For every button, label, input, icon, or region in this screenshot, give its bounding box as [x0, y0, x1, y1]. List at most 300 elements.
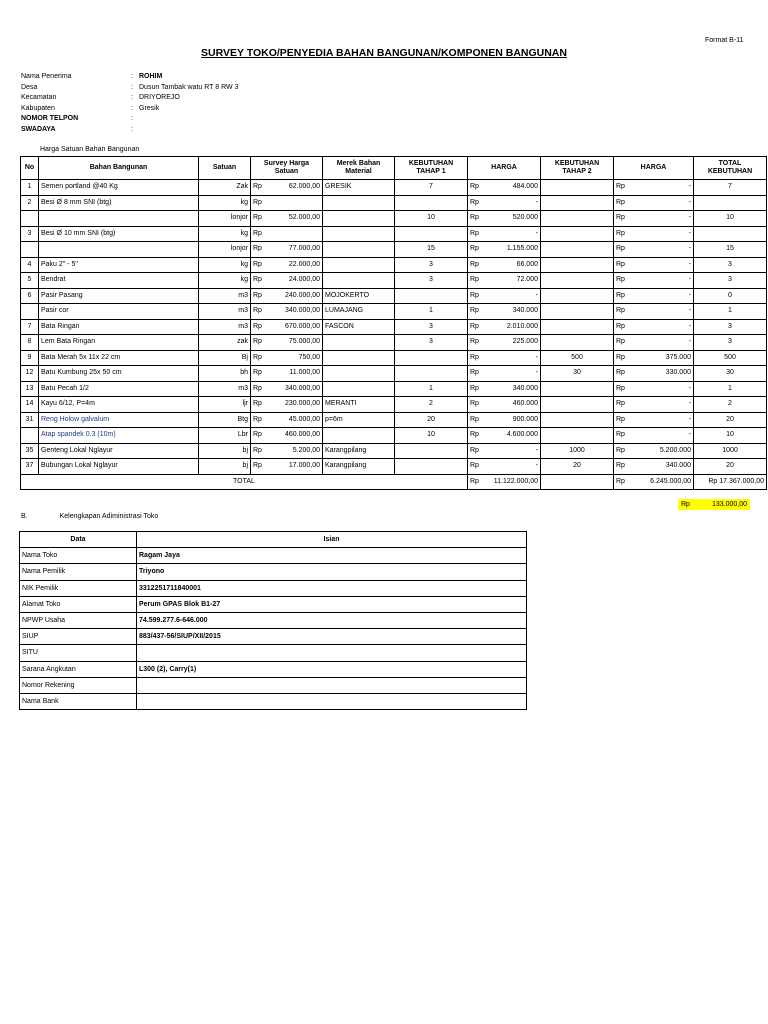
cell-need-1 — [395, 288, 468, 304]
amount: - — [688, 415, 691, 423]
table-row — [21, 443, 767, 459]
cell-price-1 — [468, 335, 541, 351]
currency-label: Rp — [470, 183, 479, 191]
header-need-stage-1: KEBUTUHAN TAHAP 1 — [395, 157, 468, 180]
total-price-2 — [614, 474, 694, 490]
info-colon: : — [131, 125, 133, 133]
admin-label: Sarana Angkutan — [20, 661, 137, 677]
amount: 4.600.000 — [506, 431, 538, 439]
cell-price-2 — [614, 195, 694, 211]
cell-brand — [323, 195, 395, 211]
cell-brand — [323, 428, 395, 444]
amount: - — [688, 214, 691, 222]
currency-label: Rp — [616, 446, 625, 454]
info-value: DRIYOREJO — [139, 94, 180, 101]
cell-total-need: 500 — [694, 350, 767, 366]
cell-price-1 — [468, 459, 541, 475]
cell-total-need: 1 — [694, 304, 767, 320]
amount: - — [688, 260, 691, 268]
cell-price-2 — [614, 335, 694, 351]
cell-need-2: 30 — [541, 366, 614, 382]
cell-no: 12 — [21, 366, 39, 382]
table-row — [21, 381, 767, 397]
cell-unit-price — [251, 412, 323, 428]
cell-no: 2 — [21, 195, 39, 211]
currency-label: Rp — [616, 431, 625, 439]
cell-unit: bj — [199, 459, 251, 475]
cell-price-2 — [614, 381, 694, 397]
admin-row — [20, 645, 527, 661]
cell-material: Genteng Lokal Nglayur — [39, 443, 199, 459]
cell-no: 4 — [21, 257, 39, 273]
admin-value — [137, 677, 527, 693]
cell-unit: kg — [199, 273, 251, 289]
cell-brand — [323, 350, 395, 366]
amount: - — [688, 338, 691, 346]
info-label: Nama Penerima — [21, 73, 72, 80]
amount: 460.000,00 — [284, 431, 320, 439]
currency-label: Rp — [253, 322, 262, 330]
amount: 66.000 — [516, 260, 538, 268]
cell-need-1: 2 — [395, 397, 468, 413]
cell-price-1 — [468, 226, 541, 242]
highlight-currency: Rp — [681, 501, 690, 508]
cell-no — [21, 304, 39, 320]
cell-total-need: 10 — [694, 428, 767, 444]
admin-label: SITU — [20, 645, 137, 661]
cell-unit: m3 — [199, 288, 251, 304]
cell-price-2 — [614, 180, 694, 196]
amount: 375.000 — [665, 353, 691, 361]
amount: 52.000,00 — [288, 214, 320, 222]
currency-label: Rp — [470, 353, 479, 361]
currency-label: Rp — [253, 462, 262, 470]
cell-total-need: 2 — [694, 397, 767, 413]
cell-total-need: 10 — [694, 211, 767, 227]
admin-header-row — [20, 532, 527, 548]
amount: - — [688, 245, 691, 253]
cell-price-2 — [614, 273, 694, 289]
info-row — [21, 72, 238, 83]
currency-label: Rp — [470, 322, 479, 330]
admin-value: 883/437-56/SIUP/XII/2015 — [137, 629, 527, 645]
info-row — [21, 93, 238, 104]
cell-unit-price — [251, 257, 323, 273]
admin-label: Nama Toko — [20, 548, 137, 564]
cell-brand: Karangpilang — [323, 443, 395, 459]
cell-material: Bubungan Lokal Nglayur — [39, 459, 199, 475]
amount: - — [688, 198, 691, 206]
cell-need-1: 3 — [395, 335, 468, 351]
table-row — [21, 226, 767, 242]
amount: 45.000,00 — [288, 415, 320, 423]
cell-total-need: 20 — [694, 459, 767, 475]
currency-label: Rp — [616, 198, 625, 206]
cell-total-need: 30 — [694, 366, 767, 382]
cell-no: 3 — [21, 226, 39, 242]
cell-unit: Btg — [199, 412, 251, 428]
highlight-total-cell — [678, 499, 750, 510]
info-colon: : — [131, 115, 133, 122]
cell-no: 5 — [21, 273, 39, 289]
cell-material: Bata Merah 5x 11x 22 cm — [39, 350, 199, 366]
cell-price-2 — [614, 257, 694, 273]
cell-no: 37 — [21, 459, 39, 475]
cell-material: Paku 2" - 5" — [39, 257, 199, 273]
cell-total-need — [694, 195, 767, 211]
amount: - — [535, 198, 538, 206]
currency-label: Rp — [616, 415, 625, 423]
amount: - — [688, 276, 691, 284]
cell-unit: Zak — [199, 180, 251, 196]
amount: 72.000 — [516, 276, 538, 284]
cell-brand: LUMAJANG — [323, 304, 395, 320]
cell-no — [21, 211, 39, 227]
admin-label: Nama Bank — [20, 693, 137, 709]
currency-label: Rp — [470, 400, 479, 408]
cell-no: 13 — [21, 381, 39, 397]
cell-material: Pasir cor — [39, 304, 199, 320]
cell-no: 7 — [21, 319, 39, 335]
cell-unit: m3 — [199, 304, 251, 320]
cell-price-1 — [468, 443, 541, 459]
amount: 750,00 — [298, 353, 320, 361]
amount: - — [535, 291, 538, 299]
currency-label: Rp — [470, 431, 479, 439]
cell-unit: m3 — [199, 319, 251, 335]
cell-brand — [323, 335, 395, 351]
table-row — [21, 288, 767, 304]
amount: 225.000 — [512, 338, 538, 346]
currency-label: Rp — [616, 307, 625, 315]
cell-price-2 — [614, 350, 694, 366]
amount: - — [688, 291, 691, 299]
table-row — [21, 428, 767, 444]
cell-price-1 — [468, 180, 541, 196]
cell-unit: zak — [199, 335, 251, 351]
table-row — [21, 397, 767, 413]
cell-material: Besi Ø 10 mm SNI (btg) — [39, 226, 199, 242]
cell-price-1 — [468, 428, 541, 444]
amount: 24.000,00 — [288, 276, 320, 284]
currency-label: Rp — [616, 353, 625, 361]
info-row — [21, 125, 238, 136]
info-colon: : — [131, 104, 133, 112]
currency-label: Rp — [470, 477, 479, 485]
currency-label: Rp — [616, 229, 625, 237]
cell-unit-price — [251, 366, 323, 382]
cell-price-1 — [468, 288, 541, 304]
amount: 11.000,00 — [289, 369, 320, 377]
info-row — [21, 104, 238, 115]
cell-unit-price — [251, 443, 323, 459]
info-colon: : — [131, 94, 133, 101]
currency-label: Rp — [470, 245, 479, 253]
currency-label: Rp — [470, 446, 479, 454]
currency-label: Rp — [616, 291, 625, 299]
admin-row — [20, 564, 527, 580]
currency-label: Rp — [616, 384, 625, 392]
admin-label: Alamat Toko — [20, 596, 137, 612]
cell-unit-price — [251, 242, 323, 258]
cell-need-1 — [395, 226, 468, 242]
currency-label: Rp — [616, 245, 625, 253]
admin-row — [20, 580, 527, 596]
cell-need-1: 1 — [395, 381, 468, 397]
admin-header-isian: Isian — [137, 532, 527, 548]
cell-need-1 — [395, 350, 468, 366]
admin-value: 3312251711840001 — [137, 580, 527, 596]
cell-material: Pasir Pasang — [39, 288, 199, 304]
currency-label: Rp — [253, 431, 262, 439]
cell-total-need: 1000 — [694, 443, 767, 459]
info-value: Dusun Tambak watu RT 8 RW 3 — [139, 83, 239, 91]
cell-need-1 — [395, 459, 468, 475]
cell-need-2 — [541, 273, 614, 289]
currency-label: Rp — [616, 214, 625, 222]
table-row — [21, 350, 767, 366]
currency-label: Rp — [253, 183, 262, 191]
header-need-stage-2: KEBUTUHAN TAHAP 2 — [541, 157, 614, 180]
amount: - — [688, 384, 691, 392]
cell-need-2: 20 — [541, 459, 614, 475]
cell-material: Semen portland @40 Kg — [39, 180, 199, 196]
amount: 6.245.000,00 — [650, 477, 691, 485]
grand-total: Rp 17.367.000,00 — [694, 474, 767, 490]
currency-label: Rp — [253, 198, 262, 206]
currency-label: Rp — [253, 260, 262, 268]
cell-need-1: 10 — [395, 211, 468, 227]
amount: 460.000 — [512, 400, 538, 408]
cell-unit-price — [251, 273, 323, 289]
cell-price-2 — [614, 459, 694, 475]
admin-row — [20, 596, 527, 612]
cell-unit-price — [251, 211, 323, 227]
admin-header-data: Data — [20, 532, 137, 548]
header-total-need: TOTAL KEBUTUHAN — [694, 157, 767, 180]
currency-label: Rp — [616, 369, 625, 377]
cell-price-1 — [468, 350, 541, 366]
amount: - — [535, 446, 538, 454]
currency-label: Rp — [253, 291, 262, 299]
cell-need-2 — [541, 335, 614, 351]
cell-brand — [323, 257, 395, 273]
cell-price-1 — [468, 397, 541, 413]
amount: 5.200.000 — [659, 446, 691, 454]
admin-row — [20, 548, 527, 564]
admin-value: Perum GPAS Blok B1-27 — [137, 596, 527, 612]
table-row — [21, 459, 767, 475]
cell-brand: FASCON — [323, 319, 395, 335]
cell-brand: MERANTI — [323, 397, 395, 413]
cell-unit-price — [251, 180, 323, 196]
cell-no: 31 — [21, 412, 39, 428]
cell-brand — [323, 273, 395, 289]
cell-need-1: 3 — [395, 319, 468, 335]
cell-need-1: 10 — [395, 428, 468, 444]
admin-row — [20, 661, 527, 677]
cell-material: Atap spandek 0.3 (10m) — [39, 428, 199, 444]
currency-label: Rp — [616, 183, 625, 191]
admin-value: 74.599.277.6-646.000 — [137, 612, 527, 628]
page-title: SURVEY TOKO/PENYEDIA BAHAN BANGUNAN/KOMPONEN BANGUNAN — [201, 47, 567, 59]
cell-need-1: 7 — [395, 180, 468, 196]
cell-total-need: 3 — [694, 335, 767, 351]
amount: 520.000 — [512, 214, 538, 222]
currency-label: Rp — [253, 245, 262, 253]
amount: - — [535, 462, 538, 470]
header-unit: Satuan — [199, 157, 251, 180]
total-price-1 — [468, 474, 541, 490]
table-row — [21, 273, 767, 289]
currency-label: Rp — [470, 338, 479, 346]
header-material: Bahan Bangunan — [39, 157, 199, 180]
amount: 5.200,00 — [292, 446, 320, 454]
admin-value — [137, 645, 527, 661]
header-unit-price: Survey Harga Satuan — [251, 157, 323, 180]
cell-unit: Bj — [199, 350, 251, 366]
cell-need-2 — [541, 226, 614, 242]
cell-price-2 — [614, 412, 694, 428]
cell-material: Bendrat — [39, 273, 199, 289]
cell-need-1: 20 — [395, 412, 468, 428]
currency-label: Rp — [616, 462, 625, 470]
currency-label: Rp — [470, 291, 479, 299]
currency-label: Rp — [470, 276, 479, 284]
cell-no: 1 — [21, 180, 39, 196]
amount: - — [535, 353, 538, 361]
amount: 670.000,00 — [284, 322, 320, 330]
cell-unit-price — [251, 319, 323, 335]
cell-need-2: 500 — [541, 350, 614, 366]
cell-need-2 — [541, 412, 614, 428]
currency-label: Rp — [470, 415, 479, 423]
info-row — [21, 114, 238, 125]
cell-total-need: 3 — [694, 257, 767, 273]
amount: - — [535, 369, 538, 377]
currency-label: Rp — [616, 400, 625, 408]
cell-material: Besi Ø 8 mm SNI (btg) — [39, 195, 199, 211]
cell-no: 8 — [21, 335, 39, 351]
currency-label: Rp — [616, 322, 625, 330]
section-b-heading — [21, 513, 188, 520]
amount: 340.000,00 — [284, 384, 320, 392]
cell-unit-price — [251, 195, 323, 211]
cell-unit-price — [251, 288, 323, 304]
cell-material — [39, 211, 199, 227]
amount: 2.010.000 — [506, 322, 538, 330]
cell-price-2 — [614, 428, 694, 444]
cell-need-2 — [541, 304, 614, 320]
section-b-title: Kelengkapan Adiministrasi Toko — [59, 513, 159, 520]
cell-unit-price — [251, 397, 323, 413]
cell-need-2 — [541, 397, 614, 413]
amount: 340.000 — [512, 307, 538, 315]
cell-price-1 — [468, 242, 541, 258]
cell-unit: bj — [199, 443, 251, 459]
admin-label: NPWP Usaha — [20, 612, 137, 628]
recipient-info — [21, 72, 238, 135]
currency-label: Rp — [616, 477, 625, 485]
header-brand: Merek Bahan Material — [323, 157, 395, 180]
cell-price-2 — [614, 288, 694, 304]
cell-price-2 — [614, 211, 694, 227]
info-label: Kabupaten — [21, 104, 55, 112]
cell-price-2 — [614, 319, 694, 335]
admin-value — [137, 693, 527, 709]
currency-label: Rp — [253, 214, 262, 222]
material-price-table — [20, 156, 767, 490]
cell-price-1 — [468, 381, 541, 397]
cell-price-1 — [468, 412, 541, 428]
cell-price-2 — [614, 443, 694, 459]
total-label: TOTAL — [21, 474, 468, 490]
amount: 77.000,00 — [288, 245, 320, 253]
header-price-stage-2: HARGA — [614, 157, 694, 180]
cell-price-2 — [614, 304, 694, 320]
info-label: NOMOR TELPON — [21, 115, 79, 122]
cell-total-need: 7 — [694, 180, 767, 196]
cell-price-1 — [468, 195, 541, 211]
cell-total-need: 1 — [694, 381, 767, 397]
cell-price-1 — [468, 257, 541, 273]
table-row — [21, 257, 767, 273]
format-code: Format B-11 — [705, 37, 744, 44]
section-b-letter: B. — [21, 513, 28, 520]
currency-label: Rp — [470, 462, 479, 470]
total-row — [21, 474, 767, 490]
cell-unit: ljr — [199, 397, 251, 413]
cell-need-2 — [541, 195, 614, 211]
cell-material: Batu Kumbung 25x 50 cm — [39, 366, 199, 382]
info-label: Desa — [21, 83, 38, 91]
highlight-value: 133.000,00 — [711, 501, 747, 508]
cell-unit: kg — [199, 226, 251, 242]
admin-label: Nomor Rekening — [20, 677, 137, 693]
cell-need-2 — [541, 319, 614, 335]
amount: - — [688, 400, 691, 408]
cell-unit: m3 — [199, 381, 251, 397]
cell-need-2 — [541, 288, 614, 304]
currency-label: Rp — [470, 384, 479, 392]
store-admin-table — [19, 531, 527, 710]
currency-label: Rp — [253, 400, 262, 408]
cell-price-1 — [468, 304, 541, 320]
cell-total-need: 0 — [694, 288, 767, 304]
amount: 75.000,00 — [288, 338, 320, 346]
amount: 900.000 — [512, 415, 538, 423]
currency-label: Rp — [470, 214, 479, 222]
cell-no: 9 — [21, 350, 39, 366]
cell-need-2 — [541, 257, 614, 273]
currency-label: Rp — [470, 229, 479, 237]
table-row — [21, 304, 767, 320]
amount: 340.000 — [512, 384, 538, 392]
cell-unit-price — [251, 428, 323, 444]
cell-brand — [323, 366, 395, 382]
amount: 17.000,00 — [288, 462, 320, 470]
currency-label: Rp — [253, 353, 262, 361]
table-row — [21, 335, 767, 351]
info-value: ROHIM — [139, 73, 163, 80]
info-label: SWADAYA — [21, 125, 56, 133]
cell-total-need: 20 — [694, 412, 767, 428]
amount: - — [688, 307, 691, 315]
cell-price-1 — [468, 319, 541, 335]
table-row — [21, 195, 767, 211]
cell-price-2 — [614, 242, 694, 258]
cell-price-2 — [614, 366, 694, 382]
